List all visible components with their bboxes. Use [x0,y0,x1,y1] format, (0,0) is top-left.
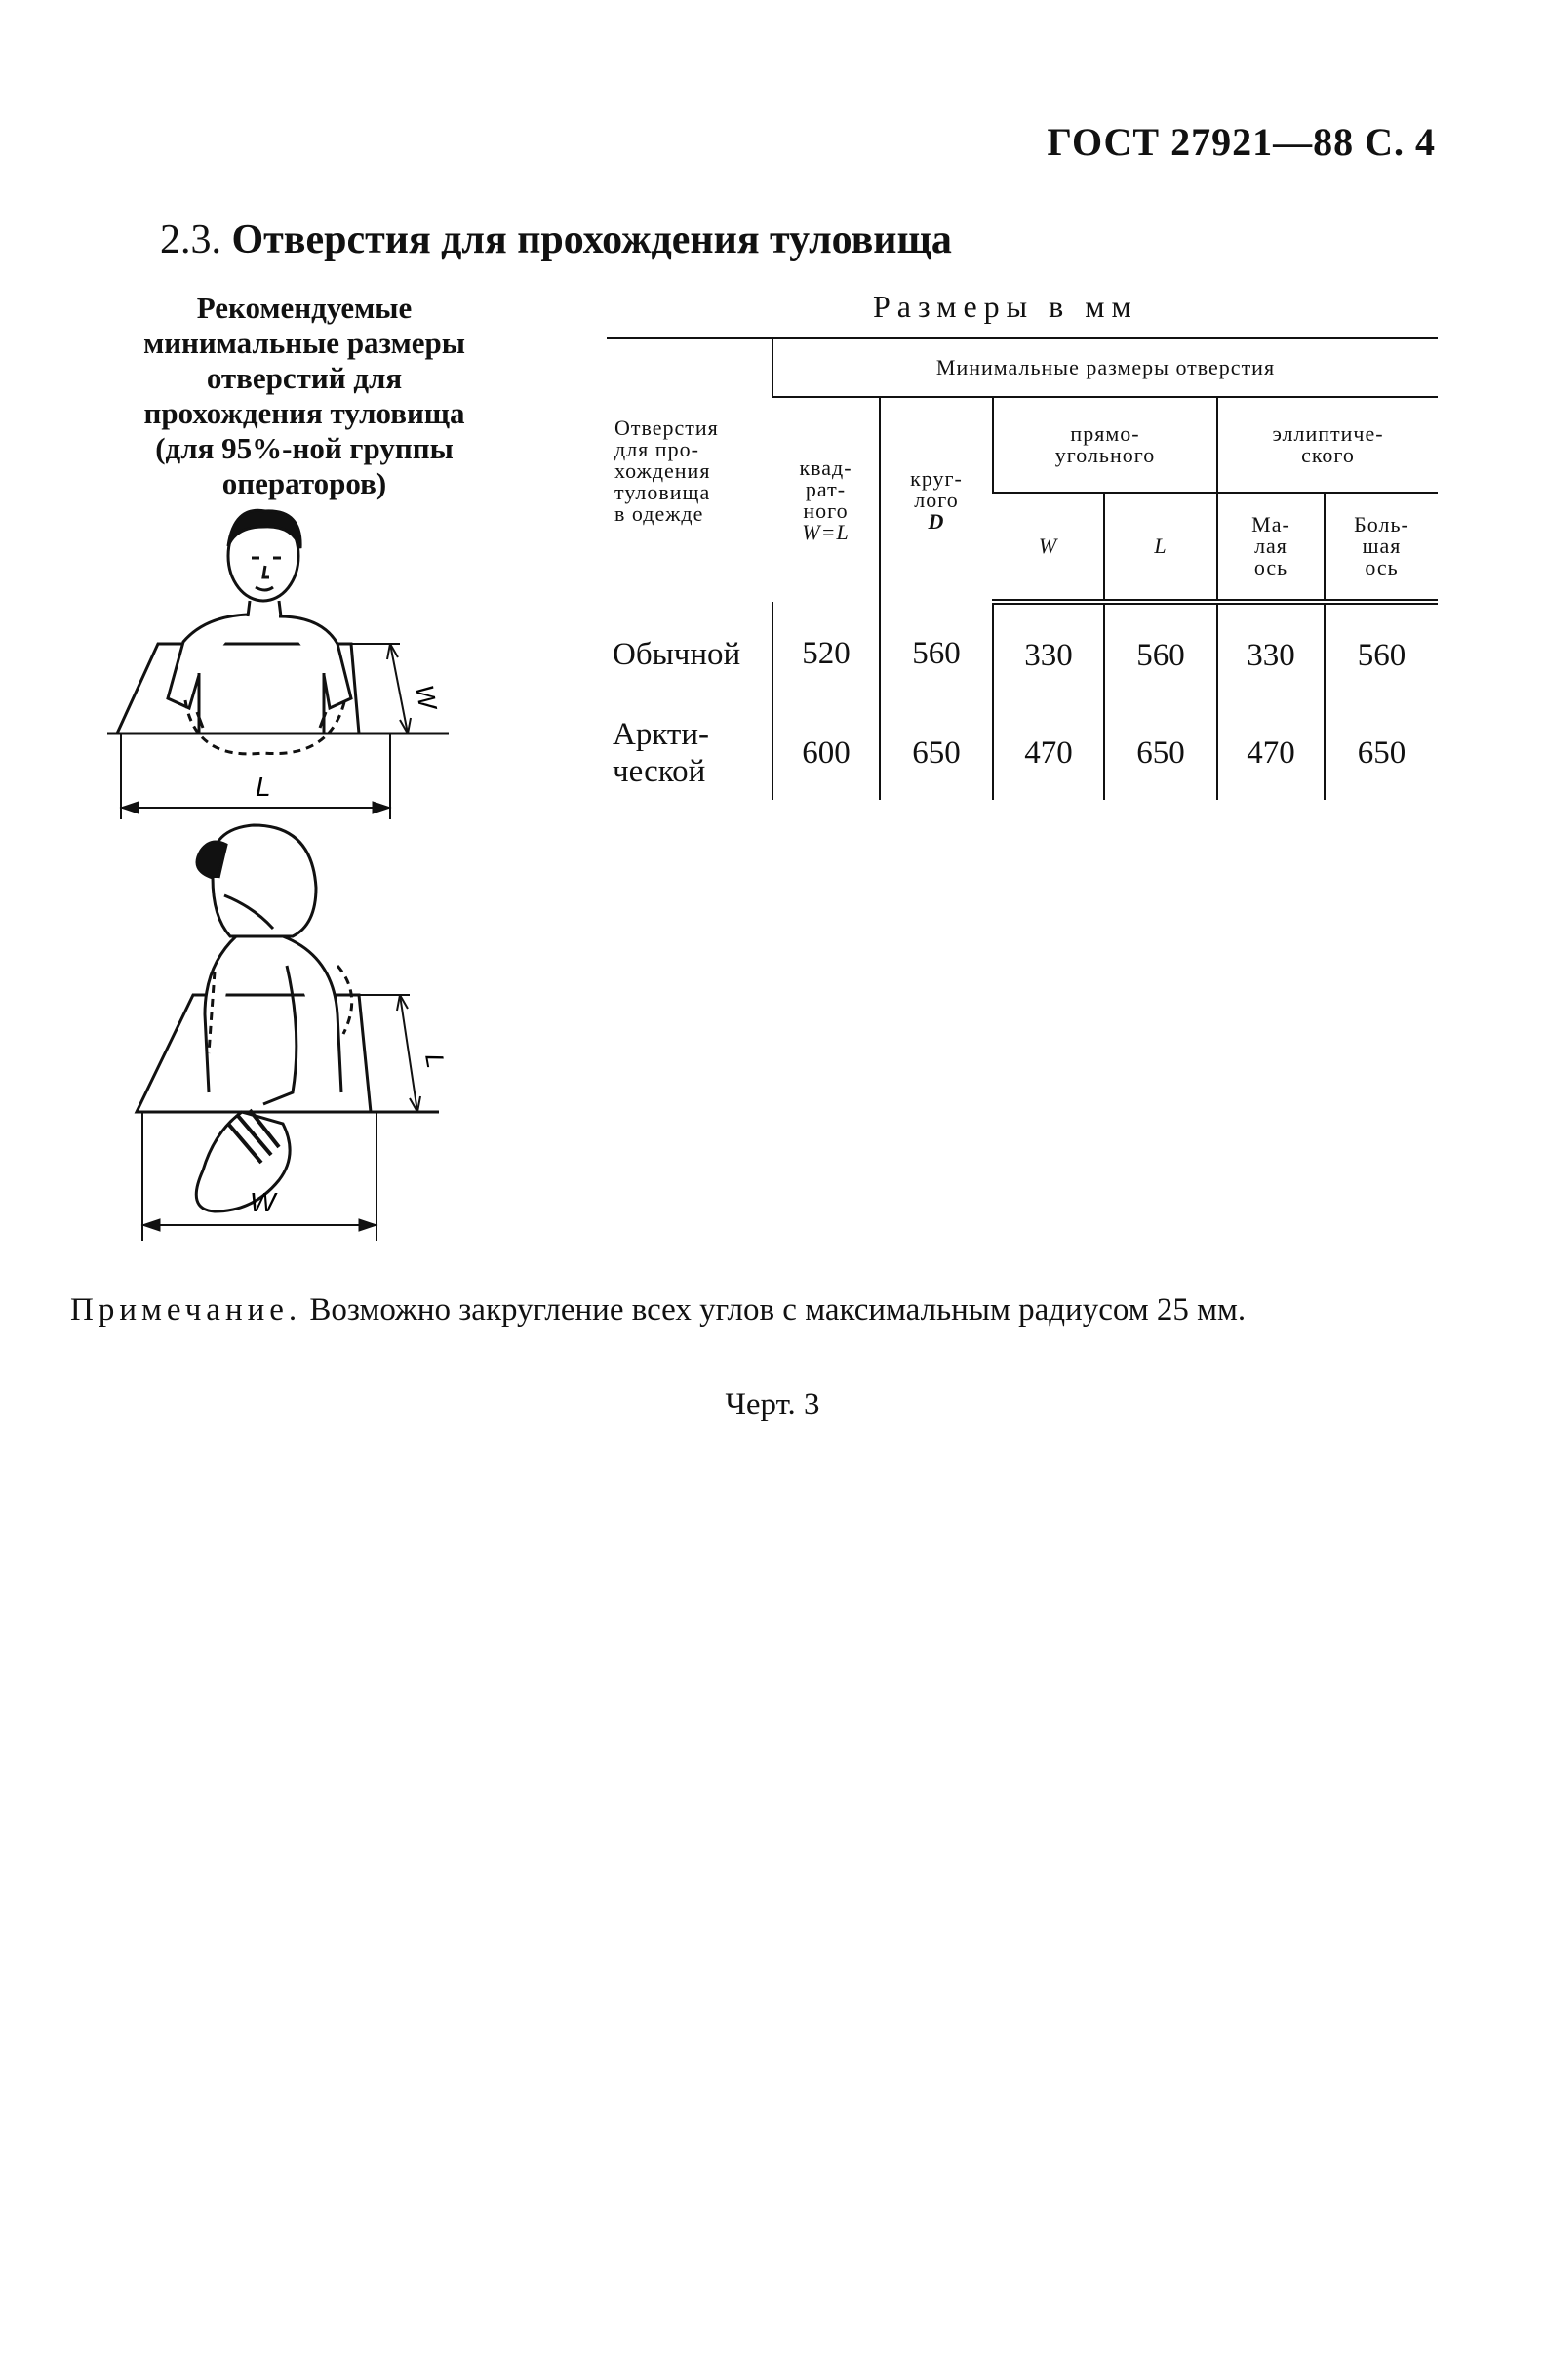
caption-line: прохождения туловища [143,396,465,430]
header-minor-axis: Ма- лая ось [1217,493,1325,602]
header-round: круг- лого D [880,397,993,602]
row-label: Аркти- ческой [613,717,709,789]
section-heading: Отверстия для прохождения туловища [231,218,952,262]
table-cell: 600 [772,706,880,800]
header-rect-l: L [1104,493,1217,602]
caption-line: отверстий для [206,361,403,395]
figure-arctic-clothing [137,825,439,1241]
header-major-axis: Боль- шая ось [1325,493,1438,602]
header-opening: Отверстия для про- хождения туловища в одежде [607,338,772,603]
table-cell: 330 [1217,602,1325,706]
table-cell: 520 [772,602,880,706]
chart-label: Черт. 3 [725,1387,820,1422]
units-label: Размеры в мм [873,289,1138,324]
figure-caption [90,291,519,501]
torso-opening-figures [107,507,478,1249]
note-label: Примечание. [70,1292,302,1328]
header-elliptical: эллиптиче- ского [1217,397,1438,493]
caption-line: Рекомендуемые [196,291,413,325]
caption-line: минимальные размеры [143,326,465,360]
note [70,1288,1436,1332]
table-row [607,706,1438,800]
table-cell: 560 [1325,602,1438,706]
table-cell: 650 [1325,706,1438,800]
table-cell: 650 [1104,706,1217,800]
table-cell: 560 [880,602,993,706]
dimensions-table [607,337,1438,800]
note-text: Возможно закругление всех углов с максимальным радиусом 25 мм. [309,1292,1247,1328]
caption-line: (для 95%-ной группы [155,431,454,465]
header-square: квад- рат- ного W=L [799,455,852,544]
caption-line: операторов) [221,466,387,500]
row-label: Обычной [613,636,741,672]
table-row [607,602,1438,706]
table-cell: 560 [1104,602,1217,706]
label-l-bottom: L [419,1051,452,1071]
table-cell: 330 [993,602,1104,706]
header-rect-w: W [993,493,1104,602]
section-number: 2.3. [160,218,221,262]
page-header: ГОСТ 27921—88 С. 4 [1047,120,1436,164]
section-title [160,217,952,263]
table-cell: 470 [993,706,1104,800]
header-min-sizes: Минимальные размеры отверстия [772,338,1438,398]
label-w-top: W [410,682,443,712]
table-cell: 650 [880,706,993,800]
table-cell: 470 [1217,706,1325,800]
label-w-bottom: W [250,1187,276,1217]
figure-normal-clothing [107,510,449,819]
header-rectangular: прямо- угольного [993,397,1217,493]
label-l-top: L [256,772,271,802]
